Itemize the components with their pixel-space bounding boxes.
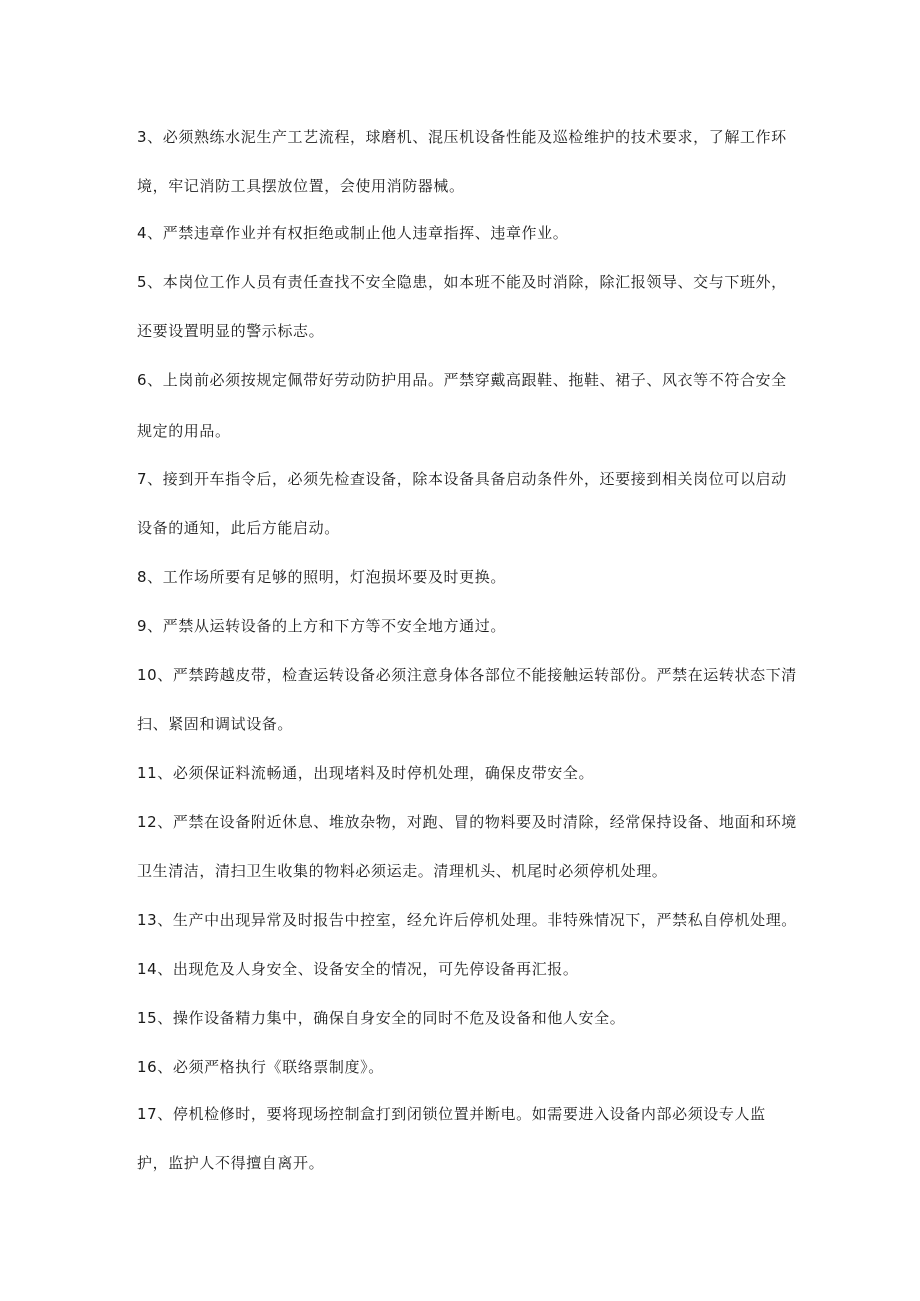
text-line-15: 12、严禁在设备附近休息、堆放杂物，对跑、冒的物料要及时清除，经常保持设备、地面和环境 xyxy=(137,813,797,831)
text-line-21: 17、停机检修时，要将现场控制盒打到闭锁位置并断电。如需要进入设备内部必须设专人监 xyxy=(137,1105,766,1123)
text-line-6: 6、上岗前必须按规定佩带好劳动防护用品。严禁穿戴高跟鞋、拖鞋、裙子、风衣等不符合安全 xyxy=(137,371,787,389)
text-line-1: 3、必须熟练水泥生产工艺流程，球磨机、混压机设备性能及巡检维护的技术要求，了解工作环 xyxy=(137,128,787,146)
text-line-18: 14、出现危及人身安全、设备安全的情况，可先停设备再汇报。 xyxy=(137,960,579,978)
text-line-17: 13、生产中出现异常及时报告中控室，经允许后停机处理。非特殊情况下，严禁私自停机处理。 xyxy=(137,911,797,929)
text-line-12: 10、严禁跨越皮带，检查运转设备必须注意身体各部位不能接触运转部份。严禁在运转状态下清 xyxy=(137,666,797,684)
text-line-9: 设备的通知，此后方能启动。 xyxy=(137,519,340,537)
text-line-2: 境，牢记消防工具摆放位置，会使用消防器械。 xyxy=(137,177,465,195)
text-line-14: 11、必须保证料流畅通，出现堵料及时停机处理，确保皮带安全。 xyxy=(137,764,595,782)
text-line-16: 卫生清洁，清扫卫生收集的物料必须运走。清理机头、机尾时必须停机处理。 xyxy=(137,862,668,880)
text-line-22: 护，监护人不得擅自离开。 xyxy=(137,1154,325,1172)
text-line-13: 扫、紧固和调试设备。 xyxy=(137,715,294,733)
text-line-4: 5、本岗位工作人员有责任查找不安全隐患，如本班不能及时消除，除汇报领导、交与下班外， xyxy=(137,273,787,291)
text-line-11: 9、严禁从运转设备的上方和下方等不安全地方通过。 xyxy=(137,617,506,635)
text-line-20: 16、必须严格执行《联络票制度》。 xyxy=(137,1058,384,1076)
text-line-3: 4、严禁违章作业并有权拒绝或制止他人违章指挥、违章作业。 xyxy=(137,224,569,242)
text-line-5: 还要设置明显的警示标志。 xyxy=(137,322,325,340)
text-line-7: 规定的用品。 xyxy=(137,422,231,440)
text-line-19: 15、操作设备精力集中，确保自身安全的同时不危及设备和他人安全。 xyxy=(137,1009,626,1027)
text-line-10: 8、工作场所要有足够的照明，灯泡损坏要及时更换。 xyxy=(137,568,506,586)
text-line-8: 7、接到开车指令后，必须先检查设备，除本设备具备启动条件外，还要接到相关岗位可以启动 xyxy=(137,470,787,488)
